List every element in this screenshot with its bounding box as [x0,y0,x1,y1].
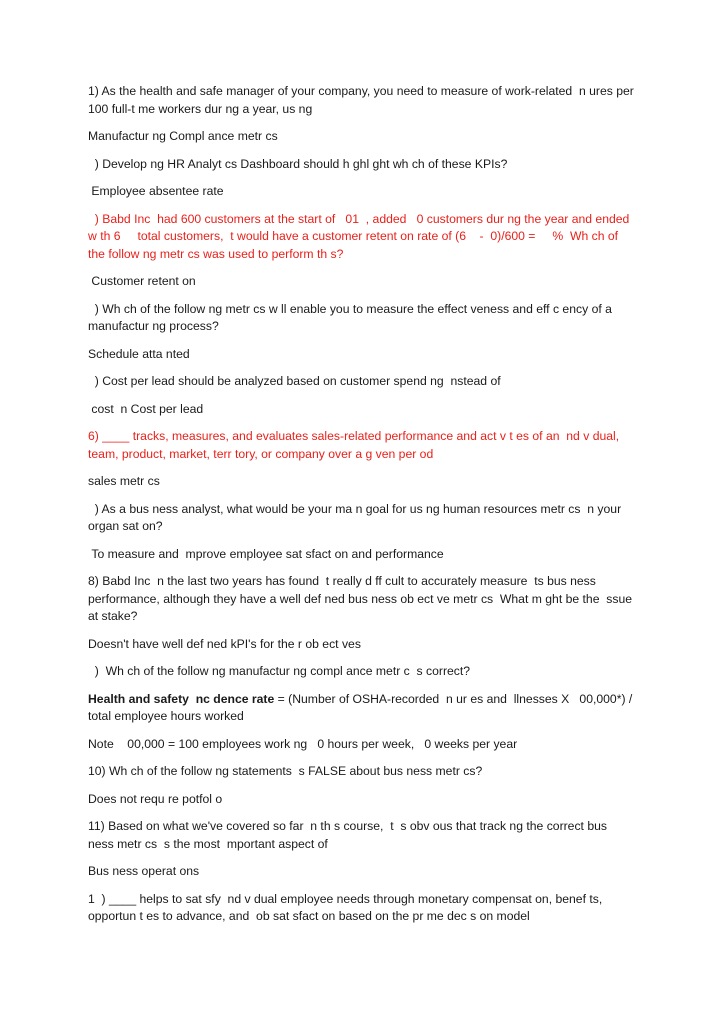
formula-note: Note 00,000 = 100 employees work ng 0 hours per week, 0 weeks per year [88,736,518,751]
question-7: ) As a bus ness analyst, what would be your ma n goal for us ng human resources metr cs n your organ sat on? [88,501,625,533]
question-10: 10) Wh ch of the follow ng statements s FALSE about bus ness metr cs? [88,764,483,778]
formula-term: Health and safety nc dence rate [88,691,275,706]
answer-1: Manufactur ng Compl ance metr cs [88,129,278,143]
question-4: ) Wh ch of the follow ng metr cs w ll enable you to measure the effect veness and eff c ency of a manufactur ng process? [88,301,616,333]
formula-definition: = (Number of OSHA-recorded n ur es and llnesses X 00,000*) / total employee hours worked [88,691,636,723]
question-11: 11) Based on what we've covered so far n th s course, t s obv ous that track ng the correct bus ness metr cs s the most mportant aspect of [88,819,611,851]
document-body [88,83,636,936]
answer-10: Does not requ re potfol o [88,791,223,806]
question-9: ) Wh ch of the follow ng manufactur ng compl ance metr c s correct? [88,664,471,678]
question-2: ) Develop ng HR Analyt cs Dashboard should h ghl ght wh ch of these KPIs? [88,156,508,171]
answer-8: Doesn't have well def ned kPI's for the r ob ect ves [88,636,361,651]
answer-9-formula [88,691,636,726]
answer-4: Schedule atta nted [88,346,190,361]
answer-5: cost n Cost per lead [88,401,204,416]
question-8: 8) Babd Inc n the last two years has found t really d ff cult to accurately measure ts bus ness performance, although they have a well def ned bus ness ob ect ve metr cs What m ght be the ssue at stake? [88,574,636,623]
answer-6: sales metr cs [88,474,160,488]
answer-11: Bus ness operat ons [88,864,200,878]
question-5: ) Cost per lead should be analyzed based on customer spend ng nstead of [88,374,501,388]
answer-2: Employee absentee rate [88,184,224,198]
answer-3: Customer retent on [88,274,196,288]
answer-7: To measure and mprove employee sat sfact on and performance [88,546,444,561]
question-6: 6) ____ tracks, measures, and evaluates sales-related performance and act v t es of an nd v dual, team, product, market, terr tory, or company over a g ven per od [88,429,623,461]
question-12: 1 ) ____ helps to sat sfy nd v dual employee needs through monetary compensat on, benef ts, opportun t es to advance, and ob sat sfact on based on the pr me dec s on model [88,891,606,923]
question-1: 1) As the health and safe manager of your company, you need to measure of work-related n ures per 100 full-t me workers dur ng a year, us ng [88,84,638,116]
question-3: ) Babd Inc had 600 customers at the start of 01 , added 0 customers dur ng the year and ended w th 6 total customers, t would have a customer retent on rate of (6 - 0)/600 = % Wh ch of the follow ng metr cs was used to perform th s? [88,211,633,261]
